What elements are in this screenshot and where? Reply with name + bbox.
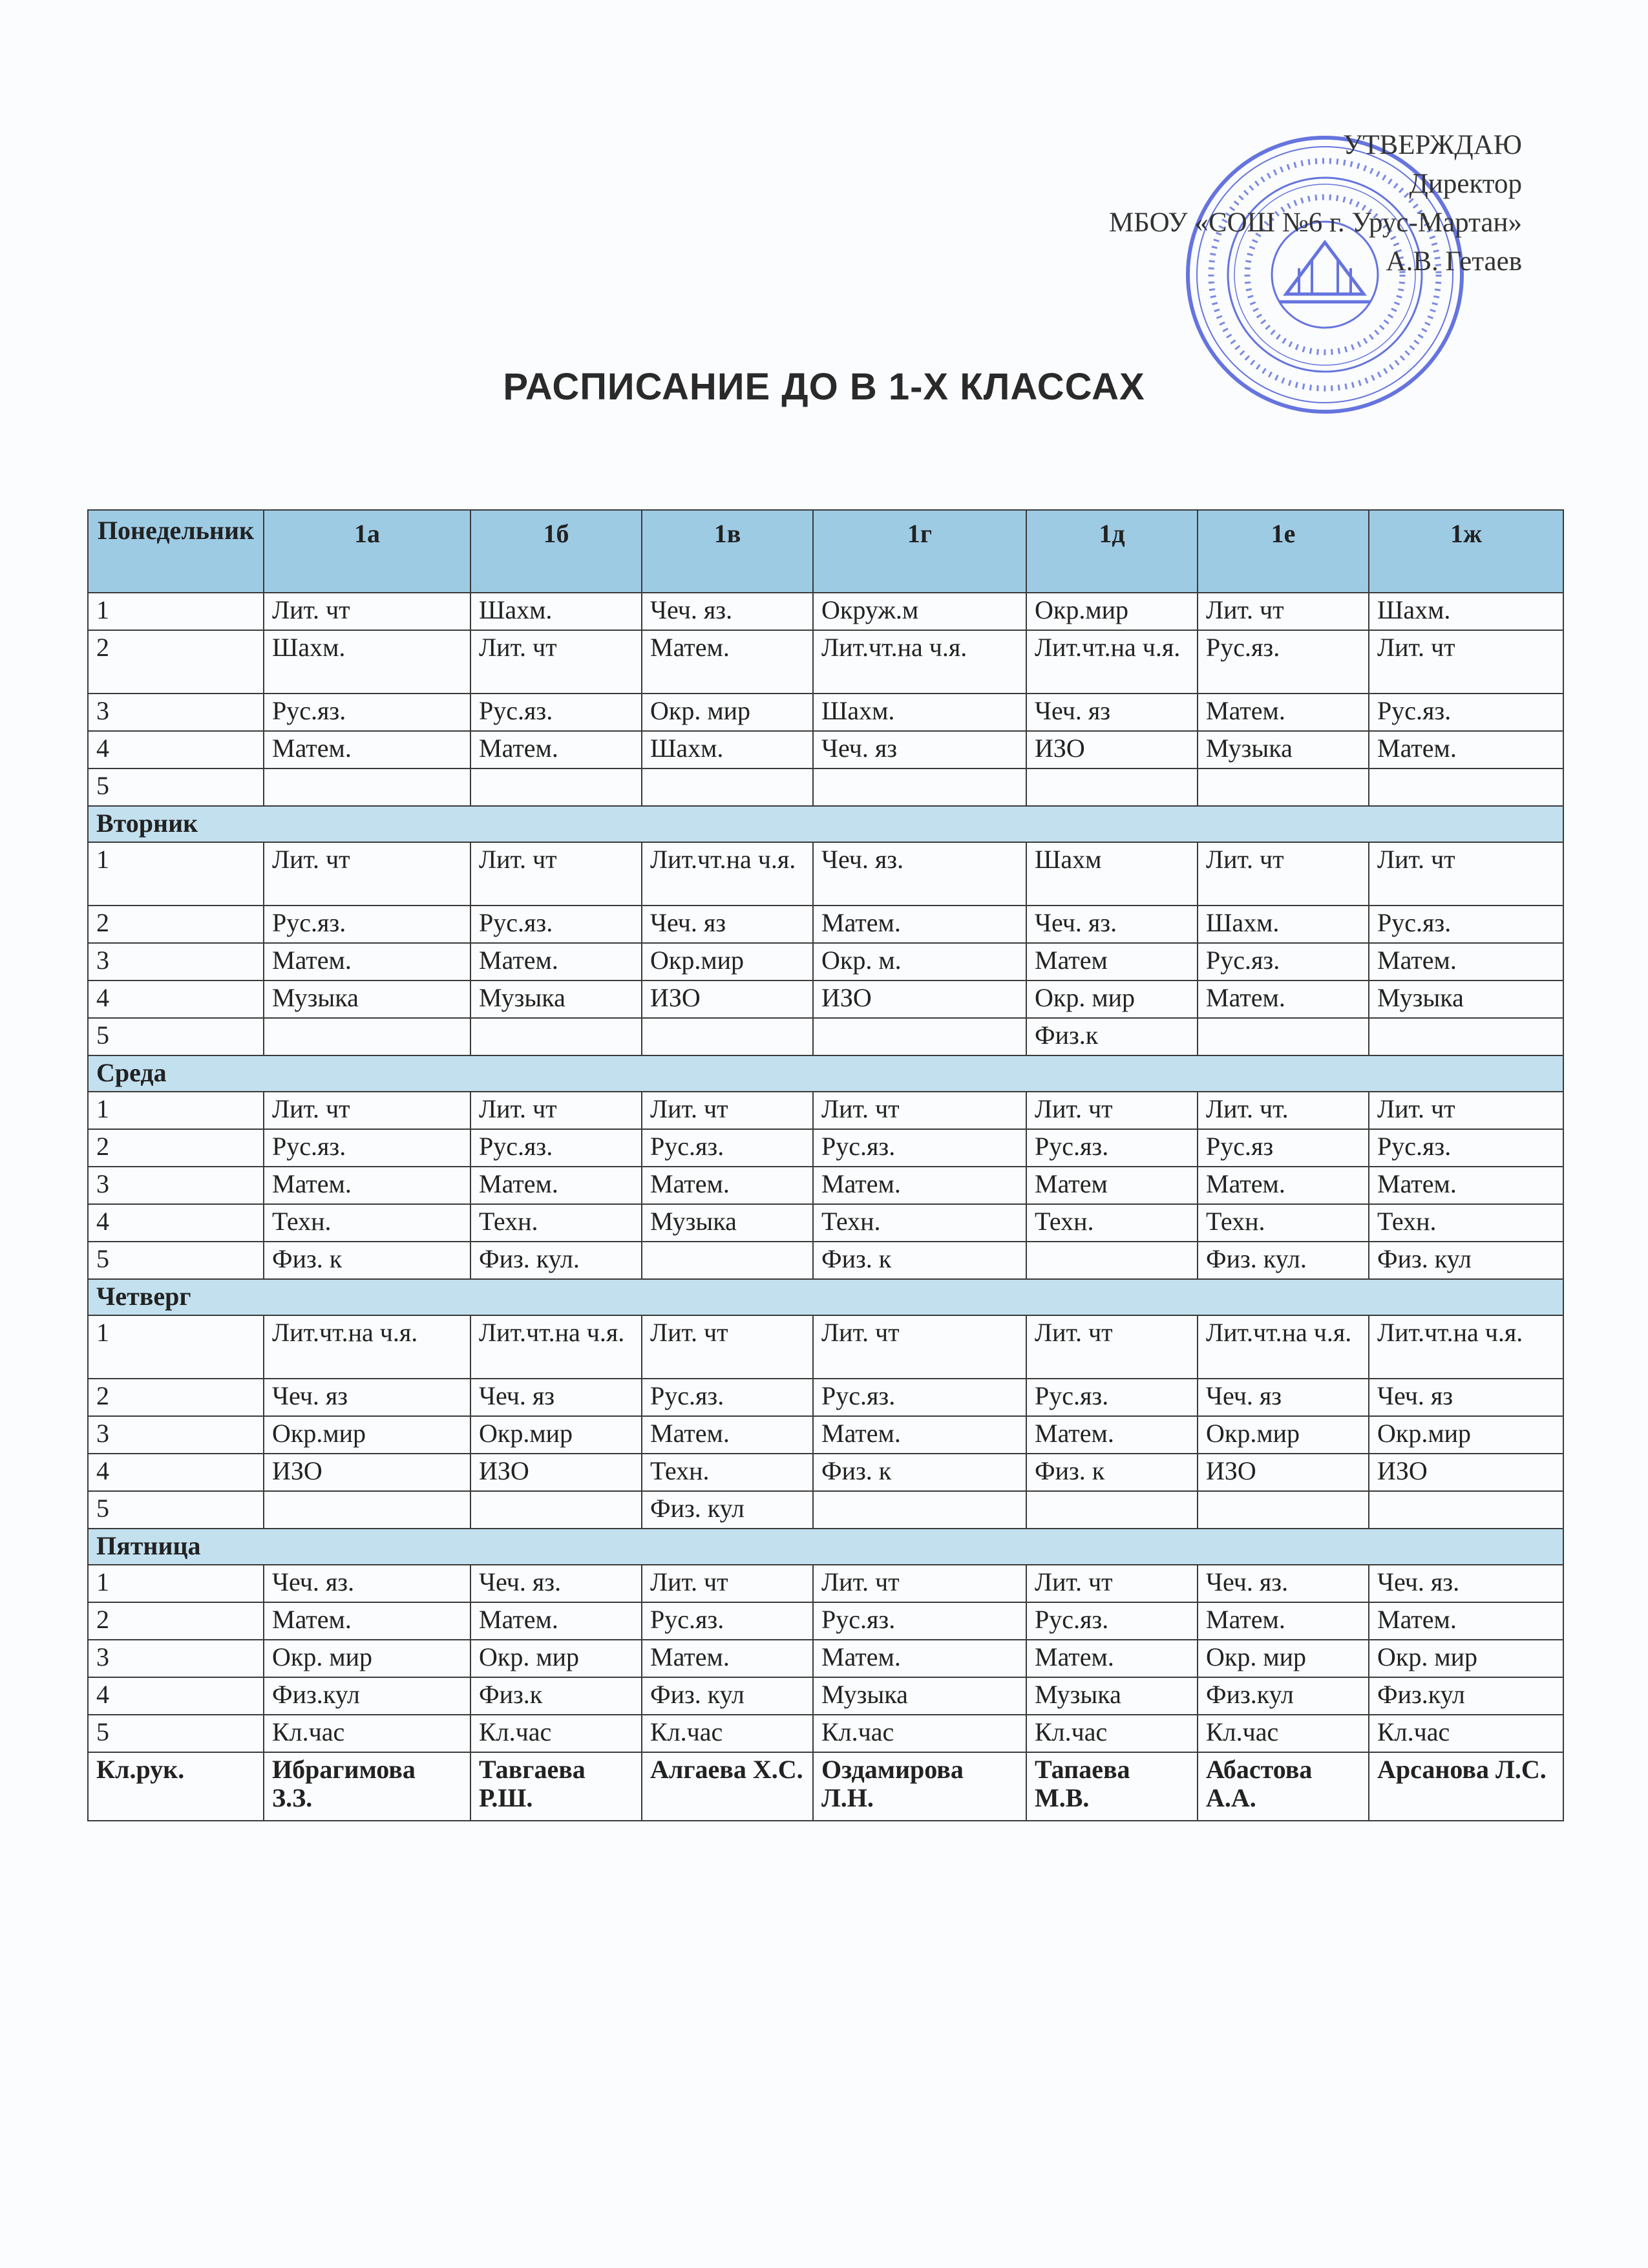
- lesson-cell: Музыка: [1198, 731, 1369, 768]
- lesson-cell: Лит.чт.на ч.я.: [1369, 1315, 1563, 1379]
- teacher-row: [88, 1752, 1563, 1821]
- lesson-cell: ИЗО: [470, 1454, 642, 1491]
- lesson-row: [88, 1167, 1563, 1204]
- lesson-cell: Окр.мир: [1369, 1416, 1563, 1454]
- lesson-number: 3: [88, 1640, 264, 1677]
- lesson-number: 4: [88, 1677, 264, 1715]
- lesson-row: [88, 593, 1563, 630]
- lesson-cell: Чеч. яз.: [1198, 1565, 1369, 1602]
- lesson-row: [88, 1204, 1563, 1242]
- lesson-number: 4: [88, 731, 264, 768]
- lesson-cell: Музыка: [1369, 980, 1563, 1018]
- lesson-row: [88, 1018, 1563, 1055]
- lesson-cell: Рус.яз.: [813, 1379, 1026, 1416]
- lesson-cell: Физ.к: [470, 1677, 642, 1715]
- day-row: [88, 806, 1563, 842]
- lesson-cell: Лит. чт: [1198, 842, 1369, 906]
- day-name: Вторник: [88, 806, 1563, 842]
- lesson-cell: [1198, 1491, 1369, 1529]
- lesson-cell: [813, 768, 1026, 806]
- lesson-number: 2: [88, 1379, 264, 1416]
- lesson-cell: Рус.яз.: [813, 1602, 1026, 1640]
- lesson-cell: Матем.: [813, 906, 1026, 943]
- document-title: РАСПИСАНИЕ ДО В 1-Х КЛАССАХ: [503, 366, 1145, 408]
- lesson-cell: Матем.: [1369, 1167, 1563, 1204]
- lesson-number: 1: [88, 1092, 264, 1129]
- lesson-cell: Техн.: [264, 1204, 470, 1242]
- lesson-cell: Окр. мир: [1198, 1640, 1369, 1677]
- lesson-row: [88, 768, 1563, 806]
- schedule-body: [88, 593, 1563, 1821]
- header-class-5: 1д: [1026, 510, 1198, 593]
- lesson-cell: Рус.яз.: [642, 1129, 813, 1167]
- lesson-cell: Матем.: [1026, 1640, 1198, 1677]
- teacher-name: Тавгаева Р.Ш.: [470, 1752, 642, 1821]
- lesson-cell: Матем.: [1369, 731, 1563, 768]
- lesson-row: [88, 694, 1563, 731]
- lesson-cell: Матем: [1026, 1167, 1198, 1204]
- lesson-cell: Техн.: [1369, 1204, 1563, 1242]
- lesson-cell: Лит. чт: [1198, 593, 1369, 630]
- lesson-cell: [813, 1491, 1026, 1529]
- lesson-cell: Чеч. яз.: [813, 842, 1026, 906]
- lesson-cell: Лит. чт: [264, 1092, 470, 1129]
- lesson-row: [88, 1092, 1563, 1129]
- lesson-cell: Физ. к: [813, 1454, 1026, 1491]
- lesson-number: 4: [88, 980, 264, 1018]
- lesson-cell: Матем.: [1026, 1416, 1198, 1454]
- teacher-name: Оздамирова Л.Н.: [813, 1752, 1026, 1821]
- lesson-cell: Матем.: [813, 1167, 1026, 1204]
- lesson-row: [88, 980, 1563, 1018]
- lesson-cell: Шахм.: [470, 593, 642, 630]
- lesson-cell: Рус.яз.: [1026, 1379, 1198, 1416]
- approval-line-school: МБОУ «СОШ №6 г. Урус-Мартан»: [1108, 207, 1522, 238]
- lesson-cell: Окр. мир: [264, 1640, 470, 1677]
- lesson-cell: Рус.яз.: [1198, 943, 1369, 980]
- lesson-cell: Окр. мир: [1026, 980, 1198, 1018]
- day-name: Пятница: [88, 1529, 1563, 1565]
- lesson-cell: Лит. чт: [264, 593, 470, 630]
- lesson-cell: Чеч. яз.: [642, 593, 813, 630]
- lesson-cell: Кл.час: [470, 1715, 642, 1752]
- lesson-cell: ИЗО: [1369, 1454, 1563, 1491]
- lesson-cell: Шахм.: [1198, 906, 1369, 943]
- lesson-number: 2: [88, 630, 264, 694]
- approval-line-position: Директор: [1409, 169, 1522, 199]
- lesson-cell: Рус.яз.: [470, 906, 642, 943]
- lesson-row: [88, 906, 1563, 943]
- lesson-cell: Лит.чт.на ч.я.: [470, 1315, 642, 1379]
- lesson-cell: Физ.к: [1026, 1018, 1198, 1055]
- lesson-cell: Техн.: [470, 1204, 642, 1242]
- lesson-cell: Чеч. яз: [813, 731, 1026, 768]
- lesson-number: 5: [88, 1715, 264, 1752]
- lesson-row: [88, 1565, 1563, 1602]
- lesson-cell: [264, 1018, 470, 1055]
- day-name: Среда: [88, 1055, 1563, 1092]
- lesson-cell: Шахм.: [1369, 593, 1563, 630]
- lesson-number: 3: [88, 943, 264, 980]
- lesson-cell: Физ. кул: [1369, 1242, 1563, 1279]
- lesson-cell: Музыка: [642, 1204, 813, 1242]
- lesson-cell: Матем.: [813, 1416, 1026, 1454]
- lesson-cell: Лит.чт.на ч.я.: [642, 842, 813, 906]
- lesson-cell: Шахм.: [642, 731, 813, 768]
- lesson-number: 2: [88, 1602, 264, 1640]
- lesson-cell: Чеч. яз.: [1369, 1565, 1563, 1602]
- lesson-row: [88, 1379, 1563, 1416]
- lesson-cell: ИЗО: [813, 980, 1026, 1018]
- lesson-row: [88, 842, 1563, 906]
- lesson-cell: Техн.: [1026, 1204, 1198, 1242]
- lesson-cell: Шахм.: [813, 694, 1026, 731]
- lesson-row: [88, 1454, 1563, 1491]
- lesson-cell: [470, 1491, 642, 1529]
- lesson-cell: Кл.час: [1198, 1715, 1369, 1752]
- lesson-cell: Матем.: [642, 1416, 813, 1454]
- header-class-2: 1б: [470, 510, 642, 593]
- approval-line-director: А.В. Гетаев: [1386, 246, 1522, 277]
- lesson-number: 1: [88, 593, 264, 630]
- lesson-cell: Лит. чт: [1369, 842, 1563, 906]
- lesson-cell: Рус.яз.: [1026, 1602, 1198, 1640]
- lesson-number: 4: [88, 1454, 264, 1491]
- lesson-number: 3: [88, 1416, 264, 1454]
- lesson-cell: Шахм: [1026, 842, 1198, 906]
- lesson-cell: [470, 1018, 642, 1055]
- lesson-number: 5: [88, 1018, 264, 1055]
- lesson-row: [88, 1677, 1563, 1715]
- lesson-cell: Чеч. яз: [470, 1379, 642, 1416]
- lesson-cell: Лит. чт: [642, 1315, 813, 1379]
- lesson-cell: [642, 768, 813, 806]
- lesson-row: [88, 731, 1563, 768]
- lesson-cell: Окр. мир: [642, 694, 813, 731]
- header-class-4: 1г: [813, 510, 1026, 593]
- approval-block: [1109, 126, 1522, 281]
- lesson-cell: Рус.яз.: [264, 906, 470, 943]
- lesson-cell: Физ.кул: [1198, 1677, 1369, 1715]
- lesson-cell: Матем.: [264, 943, 470, 980]
- lesson-cell: Чеч. яз: [1369, 1379, 1563, 1416]
- lesson-cell: Лит. чт: [470, 630, 642, 694]
- lesson-cell: Окр. м.: [813, 943, 1026, 980]
- lesson-cell: Музыка: [1026, 1677, 1198, 1715]
- day-row: [88, 1529, 1563, 1565]
- approval-line-approve: УТВЕРЖДАЮ: [1342, 130, 1522, 160]
- lesson-number: 5: [88, 768, 264, 806]
- lesson-number: 1: [88, 842, 264, 906]
- header-class-6: 1е: [1198, 510, 1369, 593]
- teacher-name: Алгаева Х.С.: [642, 1752, 813, 1821]
- lesson-cell: Рус.яз.: [264, 1129, 470, 1167]
- lesson-cell: Матем.: [264, 1602, 470, 1640]
- lesson-cell: Музыка: [264, 980, 470, 1018]
- lesson-cell: Лит. чт: [813, 1565, 1026, 1602]
- lesson-cell: Матем.: [470, 1167, 642, 1204]
- lesson-cell: [1026, 1491, 1198, 1529]
- lesson-row: [88, 1715, 1563, 1752]
- lesson-cell: Лит. чт: [470, 1092, 642, 1129]
- lesson-cell: Матем.: [470, 943, 642, 980]
- lesson-cell: Физ. к: [813, 1242, 1026, 1279]
- lesson-cell: Техн.: [1198, 1204, 1369, 1242]
- lesson-cell: Лит.чт.на ч.я.: [1198, 1315, 1369, 1379]
- lesson-row: [88, 1491, 1563, 1529]
- lesson-cell: [1198, 1018, 1369, 1055]
- lesson-cell: Рус.яз.: [813, 1129, 1026, 1167]
- lesson-cell: Лит. чт: [1026, 1092, 1198, 1129]
- schedule-table: [87, 509, 1564, 1821]
- lesson-cell: Матем.: [264, 1167, 470, 1204]
- lesson-number: 5: [88, 1491, 264, 1529]
- lesson-cell: Лит. чт.: [1198, 1092, 1369, 1129]
- lesson-cell: Физ.кул: [264, 1677, 470, 1715]
- lesson-number: 4: [88, 1204, 264, 1242]
- lesson-cell: Физ. кул: [642, 1677, 813, 1715]
- lesson-number: 1: [88, 1565, 264, 1602]
- lesson-cell: Матем.: [1369, 943, 1563, 980]
- lesson-number: 2: [88, 906, 264, 943]
- lesson-cell: Физ. к: [264, 1242, 470, 1279]
- lesson-cell: Матем.: [1198, 694, 1369, 731]
- header-row: [88, 510, 1563, 593]
- lesson-cell: Техн.: [642, 1454, 813, 1491]
- teacher-row-label: Кл.рук.: [88, 1752, 264, 1821]
- lesson-cell: [1369, 1018, 1563, 1055]
- lesson-cell: Музыка: [813, 1677, 1026, 1715]
- lesson-cell: Физ. к: [1026, 1454, 1198, 1491]
- day-name: Четверг: [88, 1279, 1563, 1315]
- header-class-3: 1в: [642, 510, 813, 593]
- lesson-cell: Рус.яз.: [1369, 906, 1563, 943]
- lesson-cell: Музыка: [470, 980, 642, 1018]
- lesson-cell: [264, 768, 470, 806]
- lesson-row: [88, 1640, 1563, 1677]
- lesson-number: 2: [88, 1129, 264, 1167]
- lesson-cell: Матем.: [1198, 980, 1369, 1018]
- lesson-row: [88, 943, 1563, 980]
- lesson-cell: Физ. кул.: [1198, 1242, 1369, 1279]
- header-class-7: 1ж: [1369, 510, 1563, 593]
- lesson-cell: [642, 1018, 813, 1055]
- teacher-name: Арсанова Л.С.: [1369, 1752, 1563, 1821]
- lesson-cell: [1026, 768, 1198, 806]
- lesson-cell: Техн.: [813, 1204, 1026, 1242]
- lesson-cell: Физ.кул: [1369, 1677, 1563, 1715]
- lesson-cell: Лит.чт.на ч.я.: [1026, 630, 1198, 694]
- lesson-row: [88, 1242, 1563, 1279]
- lesson-cell: Окр.мир: [470, 1416, 642, 1454]
- lesson-cell: Окр.мир: [1198, 1416, 1369, 1454]
- lesson-row: [88, 1315, 1563, 1379]
- lesson-cell: Окр. мир: [470, 1640, 642, 1677]
- lesson-cell: ИЗО: [1026, 731, 1198, 768]
- lesson-cell: Окр.мир: [264, 1416, 470, 1454]
- lesson-number: 3: [88, 694, 264, 731]
- lesson-cell: Лит. чт: [813, 1315, 1026, 1379]
- lesson-cell: Матем.: [470, 1602, 642, 1640]
- lesson-row: [88, 630, 1563, 694]
- lesson-cell: Рус.яз.: [1369, 694, 1563, 731]
- lesson-cell: Лит. чт: [642, 1565, 813, 1602]
- lesson-cell: Чеч. яз.: [1026, 906, 1198, 943]
- teacher-name: Ибрагимова З.З.: [264, 1752, 470, 1821]
- lesson-row: [88, 1416, 1563, 1454]
- lesson-cell: Рус.яз.: [264, 694, 470, 731]
- header-day-corner: Понедельник: [88, 510, 264, 593]
- lesson-cell: Чеч. яз: [1026, 694, 1198, 731]
- lesson-cell: Лит. чт: [642, 1092, 813, 1129]
- lesson-cell: Рус.яз.: [642, 1379, 813, 1416]
- lesson-cell: [470, 768, 642, 806]
- lesson-cell: Лит. чт: [813, 1092, 1026, 1129]
- lesson-cell: Лит. чт: [1369, 1092, 1563, 1129]
- lesson-cell: Чеч. яз: [1198, 1379, 1369, 1416]
- lesson-number: 1: [88, 1315, 264, 1379]
- lesson-cell: Физ. кул: [642, 1491, 813, 1529]
- lesson-cell: Лит. чт: [470, 842, 642, 906]
- lesson-cell: Рус.яз.: [1198, 630, 1369, 694]
- lesson-cell: Рус.яз.: [470, 1129, 642, 1167]
- teacher-name: Абастова А.А.: [1198, 1752, 1369, 1821]
- lesson-cell: Лит. чт: [1026, 1315, 1198, 1379]
- lesson-cell: Лит.чт.на ч.я.: [813, 630, 1026, 694]
- lesson-cell: Окр.мир: [642, 943, 813, 980]
- lesson-cell: [813, 1018, 1026, 1055]
- lesson-cell: Окруж.м: [813, 593, 1026, 630]
- lesson-cell: Кл.час: [813, 1715, 1026, 1752]
- lesson-cell: Матем.: [264, 731, 470, 768]
- day-row: [88, 1055, 1563, 1092]
- lesson-cell: Рус.яз.: [642, 1602, 813, 1640]
- lesson-cell: Кл.час: [1369, 1715, 1563, 1752]
- day-row: [88, 1279, 1563, 1315]
- lesson-cell: Чеч. яз: [642, 906, 813, 943]
- teacher-name: Тапаева М.В.: [1026, 1752, 1198, 1821]
- lesson-cell: Чеч. яз.: [470, 1565, 642, 1602]
- lesson-cell: Шахм.: [264, 630, 470, 694]
- lesson-cell: Матем.: [642, 630, 813, 694]
- lesson-cell: Матем.: [1198, 1167, 1369, 1204]
- lesson-cell: Матем.: [642, 1167, 813, 1204]
- lesson-cell: Рус.яз: [1198, 1129, 1369, 1167]
- lesson-cell: Рус.яз.: [470, 694, 642, 731]
- lesson-cell: Лит. чт: [1026, 1565, 1198, 1602]
- lesson-cell: [264, 1491, 470, 1529]
- lesson-cell: [642, 1242, 813, 1279]
- lesson-cell: Окр. мир: [1369, 1640, 1563, 1677]
- lesson-cell: ИЗО: [642, 980, 813, 1018]
- lesson-cell: Физ. кул.: [470, 1242, 642, 1279]
- lesson-cell: [1198, 768, 1369, 806]
- lesson-cell: Матем: [1026, 943, 1198, 980]
- lesson-cell: [1026, 1242, 1198, 1279]
- lesson-number: 3: [88, 1167, 264, 1204]
- lesson-cell: Матем.: [1369, 1602, 1563, 1640]
- lesson-cell: Матем.: [470, 731, 642, 768]
- lesson-cell: Окр.мир: [1026, 593, 1198, 630]
- lesson-cell: Матем.: [642, 1640, 813, 1677]
- lesson-cell: [1369, 1491, 1563, 1529]
- lesson-cell: Рус.яз.: [1369, 1129, 1563, 1167]
- lesson-cell: Лит. чт: [1369, 630, 1563, 694]
- lesson-cell: Матем.: [1198, 1602, 1369, 1640]
- lesson-row: [88, 1129, 1563, 1167]
- lesson-cell: [1369, 768, 1563, 806]
- lesson-cell: Рус.яз.: [1026, 1129, 1198, 1167]
- lesson-cell: Матем.: [813, 1640, 1026, 1677]
- lesson-cell: Лит.чт.на ч.я.: [264, 1315, 470, 1379]
- lesson-cell: Кл.час: [264, 1715, 470, 1752]
- lesson-cell: ИЗО: [1198, 1454, 1369, 1491]
- lesson-cell: Чеч. яз.: [264, 1565, 470, 1602]
- lesson-cell: Кл.час: [1026, 1715, 1198, 1752]
- header-class-1: 1а: [264, 510, 470, 593]
- lesson-cell: Чеч. яз: [264, 1379, 470, 1416]
- lesson-cell: Кл.час: [642, 1715, 813, 1752]
- lesson-number: 5: [88, 1242, 264, 1279]
- lesson-cell: Лит. чт: [264, 842, 470, 906]
- lesson-row: [88, 1602, 1563, 1640]
- lesson-cell: ИЗО: [264, 1454, 470, 1491]
